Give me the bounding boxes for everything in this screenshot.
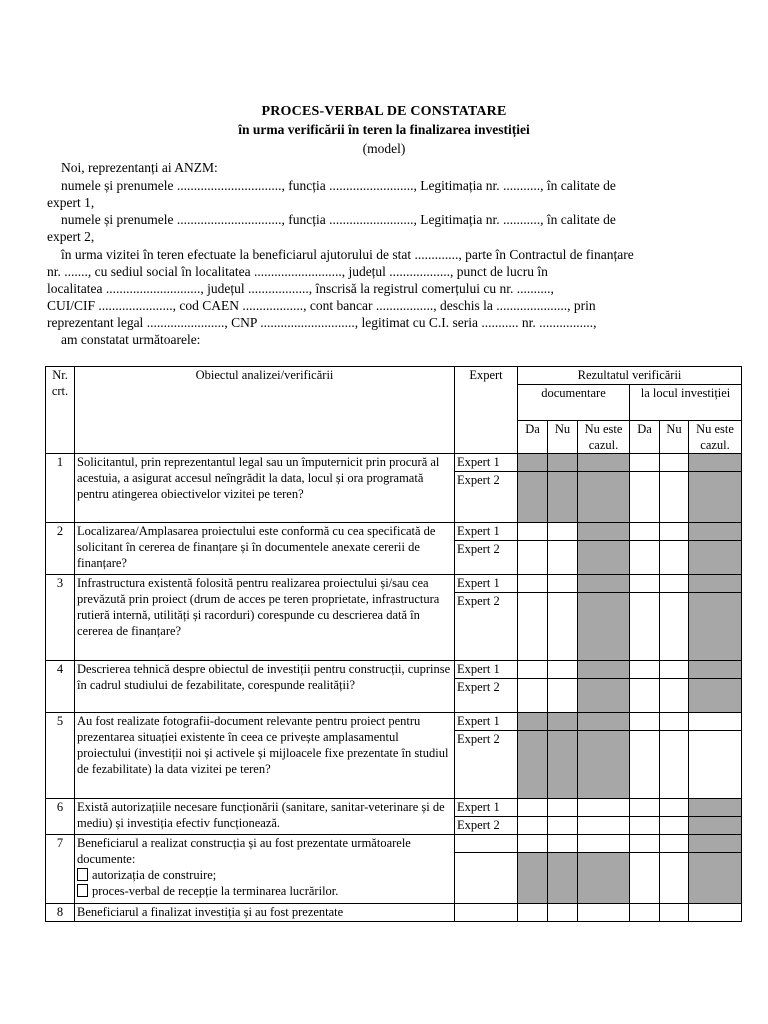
intro-line: CUI/CIF ......................, cod CAEN .................., cont bancar ................., deschis la ....................., prin (47, 298, 596, 313)
verification-table (45, 366, 742, 922)
header-da: Da (630, 421, 660, 454)
intro-line: Noi, reprezentanți ai ANZM: (61, 160, 218, 175)
checklist-label: proces-verbal de recepție la terminarea lucrărilor. (92, 884, 339, 898)
expert-label: Expert 2 (455, 731, 518, 799)
table-row (46, 904, 742, 922)
row-number: 3 (46, 575, 75, 661)
intro-line: numele și prenumele ..............................., funcția ........................., Legitimația nr. ..........., în calitate de (61, 178, 616, 193)
header-documentare: documentare (518, 385, 630, 421)
row-number: 8 (46, 904, 75, 922)
expert-label: Expert 1 (455, 454, 518, 472)
document-subtitle: în urma verificării în teren la finalizarea investiției (238, 122, 530, 137)
checklist-item (77, 867, 452, 883)
row-text: Infrastructura existentă folosită pentru realizarea proiectului și/sau cea prevăzută prin proiect (drum de acces pe teren proprietate, infrastructura rutieră internă, utilități și racorduri) corespunde cu descrierea dată în cererea de finanțare? (75, 575, 455, 661)
table-row (46, 575, 742, 593)
row-number: 1 (46, 454, 75, 523)
intro-line: reprezentant legal ......................., CNP ............................, legitimat cu C.I. seria ........... nr. ................, (47, 315, 597, 330)
table-row (46, 835, 742, 853)
header-da: Da (518, 421, 548, 454)
row-number: 2 (46, 523, 75, 575)
expert-label: Expert 1 (455, 661, 518, 679)
header-nu: Nu (548, 421, 578, 454)
intro-line: numele și prenumele ..............................., funcția ........................., Legitimația nr. ..........., în calitate de (61, 212, 616, 227)
header-nu: Nu (660, 421, 689, 454)
intro-line: localitatea ............................, județul .................., înscrisă la registrul comerțului cu nr. .........., (47, 281, 554, 296)
row-text: Există autorizațiile necesare funcționării (sanitare, sanitar-veterinare și de mediu) și investiția efectiv funcționează. (75, 799, 455, 835)
document-title: PROCES-VERBAL DE CONSTATARE (261, 104, 507, 119)
row-text: Au fost realizate fotografii-document relevante pentru proiect pentru prezentarea situației existente în ceea ce privește amplasamentul proiectului (investiții noi și activele și mijloacele fixe prezentate în studiul de fezabilitate) la data vizitei pe teren? (75, 713, 455, 799)
intro-line: în urma vizitei în teren efectuate la beneficiarul ajutorului de stat ............., parte în Contractul de finanțare (61, 247, 634, 262)
table-row (46, 523, 742, 541)
row-text: Beneficiarul a realizat construcția și au fost prezentate următoarele documente: (77, 836, 411, 866)
header-expert: Expert (455, 367, 518, 454)
row-text: Localizarea/Amplasarea proiectului este conformă cu cea specificată de solicitant în cererea de finanțare și în documentele anexate cererii de finanțare? (75, 523, 455, 575)
row-text: Solicitantul, prin reprezentantul legal sau un împuternicit prin procură al acestuia, a asigurat accesul neîngrădit la data, locul și ora programată pentru atingerea obiectivelor vizitei pe teren? (75, 454, 455, 523)
row-number: 7 (46, 835, 75, 904)
header-locul: la locul investiției (630, 385, 742, 421)
row-text: Beneficiarul a finalizat investiția și au fost prezentate (75, 904, 455, 922)
row-text-with-checklist (75, 835, 455, 904)
table-row (46, 454, 742, 472)
expert-label: Expert 1 (455, 523, 518, 541)
intro-line: am constatat următoarele: (61, 332, 201, 347)
table-row (46, 661, 742, 679)
header-nr: Nr. crt. (46, 367, 75, 454)
expert-label: Expert 2 (455, 679, 518, 713)
expert-label: Expert 1 (455, 713, 518, 731)
expert-label: Expert 2 (455, 817, 518, 835)
checklist-label: autorizația de construire; (92, 868, 217, 882)
expert-label: Expert 1 (455, 799, 518, 817)
row-number: 6 (46, 799, 75, 835)
row-text: Descrierea tehnică despre obiectul de investiții pentru construcții, cuprinse în cadrul studiului de fezabilitate, corespunde realității? (75, 661, 455, 713)
intro-line: expert 1, (47, 195, 95, 210)
row-number: 4 (46, 661, 75, 713)
document-note: (model) (362, 141, 406, 156)
intro-line: nr. ......., cu sediul social în localitatea .........................., județul .................., punct de lucru în (47, 264, 548, 279)
expert-label: Expert 2 (455, 472, 518, 523)
checkbox[interactable] (77, 868, 88, 881)
table-row (46, 799, 742, 817)
checklist-item (77, 883, 452, 899)
table-row (46, 713, 742, 731)
expert-label: Expert 2 (455, 541, 518, 575)
checkbox[interactable] (77, 884, 88, 897)
expert-label: Expert 1 (455, 575, 518, 593)
header-nu-este: Nu este cazul. (578, 421, 630, 454)
row-number: 5 (46, 713, 75, 799)
header-nu-este: Nu este cazul. (689, 421, 742, 454)
header-obiect: Obiectul analizei/verificării (75, 367, 455, 454)
header-rezultat: Rezultatul verificării (518, 367, 742, 385)
expert-label: Expert 2 (455, 593, 518, 661)
intro-line: expert 2, (47, 229, 95, 244)
